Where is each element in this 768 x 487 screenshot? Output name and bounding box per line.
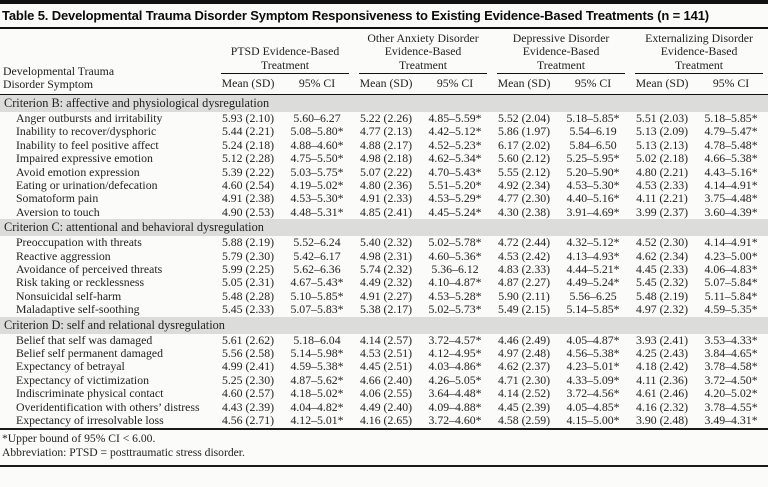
mean-sd-cell: 4.77 (2.30): [497, 191, 551, 206]
ci-cell: 4.26–5.05*: [428, 372, 482, 387]
ci-cell: 4.43–5.16*: [704, 164, 758, 179]
ci-cell: 4.66–5.38*: [704, 151, 758, 166]
mean-sd-cell: 5.40 (2.32): [359, 235, 413, 250]
mean-sd-cell: 4.85 (2.41): [359, 204, 413, 219]
table-row: [0, 125, 768, 138]
mean-sd-cell: 4.52 (2.30): [635, 235, 689, 250]
mean-sd-cell: 4.71 (2.30): [497, 372, 551, 387]
table-header: [0, 29, 768, 94]
ci-cell: 4.06–4.83*: [704, 262, 758, 277]
ci-cell: 3.49–4.31*: [704, 413, 758, 428]
ci-cell: 4.48–5.31*: [290, 204, 344, 219]
mean-sd-cell: 4.45 (2.39): [497, 399, 551, 414]
mean-sd-cell: 4.56 (2.71): [221, 413, 275, 428]
ci-cell: 3.75–4.48*: [704, 191, 758, 206]
mean-sd-cell: 4.46 (2.49): [497, 332, 551, 347]
ci-cell: 4.75–5.50*: [290, 151, 344, 166]
table-row: [0, 360, 768, 373]
ci-cell: 4.60–5.36*: [428, 248, 482, 263]
mean-sd-cell: 5.90 (2.11): [498, 288, 550, 303]
symptom-cell: Eating or urination/defecation: [16, 178, 158, 193]
mean-sd-cell: 3.90 (2.48): [635, 413, 689, 428]
ci-cell: 5.62–6.36: [293, 262, 341, 277]
symptom-header-line2: Disorder Symptom: [3, 77, 94, 92]
ci-cell: 3.64–4.48*: [428, 386, 482, 401]
ci-cell: 4.05–4.85*: [566, 399, 620, 414]
mean-sd-cell: 5.02 (2.18): [635, 151, 689, 166]
mean-sd-cell: 4.88 (2.17): [359, 137, 413, 152]
table-row: [0, 290, 768, 303]
symptom-cell: Inability to feel positive affect: [16, 137, 159, 152]
mean-sd-cell: 4.14 (2.52): [497, 386, 551, 401]
ci-cell: 4.59–5.38*: [290, 359, 344, 374]
ci-cell: 4.62–5.34*: [428, 151, 482, 166]
mean-sd-cell: 5.39 (2.22): [221, 164, 275, 179]
mean-sd-cell: 5.51 (2.03): [635, 110, 689, 125]
column-group-ptsd: [216, 29, 354, 74]
symptom-cell: Somatoform pain: [16, 191, 99, 206]
ci-cell: 4.18–5.02*: [290, 386, 344, 401]
ci-cell: 4.05–4.87*: [566, 332, 620, 347]
mean-sd-cell: 5.79 (2.30): [221, 248, 275, 263]
mean-sd-cell: 4.66 (2.40): [359, 372, 413, 387]
ci-cell: 5.25–5.95*: [566, 151, 620, 166]
column-group-externalizing-label: Externalizing Disorder Evidence-Based Treatment: [635, 32, 763, 74]
mean-sd-cell: 4.99 (2.41): [221, 359, 275, 374]
symptom-cell: Reactive aggression: [16, 248, 111, 263]
mean-sd-cell: 4.87 (2.27): [497, 275, 551, 290]
mean-sd-cell: 4.11 (2.21): [636, 191, 688, 206]
symptom-cell: Belief that self was damaged: [16, 332, 153, 347]
ci-cell: 4.56–5.38*: [566, 346, 620, 361]
mean-sd-cell: 5.05 (2.31): [221, 275, 275, 290]
symptom-cell: Anger outbursts and irritability: [16, 110, 163, 125]
ci-cell: 3.72–4.60*: [428, 413, 482, 428]
table-row: [0, 112, 768, 125]
table-row: [0, 263, 768, 276]
mean-sd-cell: 4.92 (2.34): [497, 178, 551, 193]
ci-cell: 5.42–6.17: [293, 248, 341, 263]
ci-cell: 3.72–4.57*: [428, 332, 482, 347]
ci-cell: 4.70–5.43*: [428, 164, 482, 179]
section-title: Criterion B: affective and physiological dysregulation: [0, 94, 768, 112]
mean-sd-cell: 5.25 (2.30): [221, 372, 275, 387]
section-title: Criterion C: attentional and behavioral dysregulation: [0, 219, 768, 236]
symptom-column-header: [0, 29, 216, 94]
mean-sd-cell: 5.52 (2.04): [497, 110, 551, 125]
table-row: [0, 276, 768, 289]
mean-sd-cell: 5.07 (2.22): [359, 164, 413, 179]
mean-sd-cell: 4.98 (2.18): [359, 151, 413, 166]
mean-sd-cell: 5.22 (2.26): [359, 110, 413, 125]
table-row: [0, 236, 768, 249]
ci-cell: 5.08–5.80*: [290, 124, 344, 139]
mean-sd-header: Mean (SD): [354, 74, 418, 95]
mean-sd-cell: 4.60 (2.57): [221, 386, 275, 401]
ci-cell: 4.14–4.91*: [704, 178, 758, 193]
ci-header: 95% CI: [694, 74, 768, 95]
ci-cell: 4.04–4.82*: [290, 399, 344, 414]
ci-cell: 5.02–5.78*: [428, 235, 482, 250]
mean-sd-cell: 4.14 (2.57): [359, 332, 413, 347]
mean-sd-cell: 4.49 (2.40): [359, 399, 413, 414]
mean-sd-cell: 4.49 (2.32): [359, 275, 413, 290]
table-row: [0, 139, 768, 152]
mean-sd-cell: 5.13 (2.09): [635, 124, 689, 139]
ci-cell: 5.18–6.04: [293, 332, 341, 347]
mean-sd-cell: 3.99 (2.37): [635, 204, 689, 219]
mean-sd-cell: 4.80 (2.21): [635, 164, 689, 179]
ci-cell: 4.23–5.00*: [704, 248, 758, 263]
column-group-depressive: [492, 29, 630, 74]
ci-cell: 5.10–5.85*: [290, 288, 344, 303]
table-row: [0, 347, 768, 360]
mean-sd-cell: 4.62 (2.37): [497, 359, 551, 374]
symptom-cell: Expectancy of betrayal: [16, 359, 125, 374]
table-row: [0, 387, 768, 400]
table-footnotes: [0, 428, 768, 468]
table-row: [0, 303, 768, 316]
mean-sd-cell: 4.97 (2.48): [497, 346, 551, 361]
footnote-ci-asterisk: *Upper bound of 95% CI < 6.00.: [2, 431, 156, 445]
mean-sd-cell: 4.90 (2.53): [221, 204, 275, 219]
ci-cell: 3.78–4.55*: [704, 399, 758, 414]
table-row: [0, 250, 768, 263]
mean-sd-cell: 4.62 (2.34): [635, 248, 689, 263]
mean-sd-cell: 5.24 (2.18): [221, 137, 275, 152]
ci-cell: 4.40–5.16*: [566, 191, 620, 206]
mean-sd-cell: 4.91 (2.33): [359, 191, 413, 206]
ci-cell: 5.18–5.85*: [704, 110, 758, 125]
table-row: [0, 414, 768, 427]
mean-sd-cell: 4.58 (2.59): [497, 413, 551, 428]
mean-sd-cell: 5.44 (2.21): [221, 124, 275, 139]
ci-cell: 3.72–4.56*: [566, 386, 620, 401]
ci-cell: 4.14–4.91*: [704, 235, 758, 250]
ci-cell: 4.79–5.47*: [704, 124, 758, 139]
mean-sd-cell: 4.91 (2.38): [221, 191, 275, 206]
mean-sd-cell: 4.18 (2.42): [635, 359, 689, 374]
ci-cell: 5.02–5.73*: [428, 302, 482, 317]
ci-cell: 4.19–5.02*: [290, 178, 344, 193]
column-group-depressive-label: Depressive Disorder Evidence-Based Treatment: [497, 32, 625, 74]
ci-cell: 4.53–5.30*: [290, 191, 344, 206]
ci-cell: 5.07–5.84*: [704, 275, 758, 290]
table-title: Table 5. Developmental Trauma Disorder Symptom Responsiveness to Existing Evidence-Based Treatments (n = 141): [0, 4, 768, 29]
ci-cell: 4.67–5.43*: [290, 275, 344, 290]
table-row: [0, 152, 768, 165]
ci-cell: 4.53–5.30*: [566, 178, 620, 193]
ci-cell: 3.91–4.69*: [566, 204, 620, 219]
symptom-cell: Impaired expressive emotion: [16, 151, 153, 166]
ci-cell: 4.49–5.24*: [566, 275, 620, 290]
mean-sd-cell: 4.91 (2.27): [359, 288, 413, 303]
mean-sd-header: Mean (SD): [216, 74, 280, 95]
ci-cell: 4.10–4.87*: [428, 275, 482, 290]
mean-sd-cell: 4.53 (2.42): [497, 248, 551, 263]
mean-sd-cell: 5.55 (2.12): [497, 164, 551, 179]
mean-sd-cell: 3.93 (2.41): [635, 332, 689, 347]
symptom-cell: Risk taking or recklessness: [16, 275, 145, 290]
mean-sd-cell: 4.83 (2.33): [497, 262, 551, 277]
ci-cell: 4.53–5.28*: [428, 288, 482, 303]
mean-sd-cell: 5.60 (2.12): [497, 151, 551, 166]
ci-cell: 5.20–5.90*: [566, 164, 620, 179]
mean-sd-cell: 5.45 (2.32): [635, 275, 689, 290]
ci-cell: 4.09–4.88*: [428, 399, 482, 414]
mean-sd-header: Mean (SD): [492, 74, 556, 95]
mean-sd-cell: 5.12 (2.28): [221, 151, 275, 166]
mean-sd-cell: 6.17 (2.02): [497, 137, 551, 152]
column-group-other-anxiety-label: Other Anxiety Disorder Evidence-Based Treatment: [359, 32, 487, 74]
symptom-cell: Avoidance of perceived threats: [16, 262, 163, 277]
mean-sd-cell: 4.43 (2.39): [221, 399, 275, 414]
ci-cell: 5.60–6.27: [293, 110, 341, 125]
ci-cell: 5.52–6.24: [293, 235, 341, 250]
mean-sd-cell: 4.06 (2.55): [359, 386, 413, 401]
ci-cell: 4.23–5.01*: [566, 359, 620, 374]
mean-sd-cell: 4.53 (2.51): [359, 346, 413, 361]
ci-cell: 5.84–6.50: [569, 137, 617, 152]
ci-cell: 5.03–5.75*: [290, 164, 344, 179]
ci-cell: 4.52–5.23*: [428, 137, 482, 152]
symptom-cell: Expectancy of irresolvable loss: [16, 413, 164, 428]
ci-cell: 4.12–4.95*: [428, 346, 482, 361]
ci-cell: 5.56–6.25: [569, 288, 617, 303]
mean-sd-cell: 5.74 (2.32): [359, 262, 413, 277]
table-row: [0, 401, 768, 414]
symptom-cell: Nonsuicidal self-harm: [16, 288, 122, 303]
ci-cell: 4.03–4.86*: [428, 359, 482, 374]
mean-sd-cell: 5.99 (2.25): [221, 262, 275, 277]
ci-header: 95% CI: [556, 74, 630, 95]
table-row: [0, 179, 768, 192]
mean-sd-cell: 4.72 (2.44): [497, 235, 551, 250]
ci-cell: 4.33–5.09*: [566, 372, 620, 387]
mean-sd-cell: 4.98 (2.31): [359, 248, 413, 263]
column-group-other-anxiety: [354, 29, 492, 74]
symptom-header-line1: Developmental Trauma: [3, 63, 115, 78]
ci-cell: 5.14–5.85*: [566, 302, 620, 317]
ci-cell: 5.54–6.19: [569, 124, 617, 139]
symptom-cell: Aversion to touch: [16, 204, 100, 219]
ci-cell: 4.44–5.21*: [566, 262, 620, 277]
column-group-row: [0, 29, 768, 74]
mean-sd-cell: 5.49 (2.15): [497, 302, 551, 317]
ci-cell: 5.11–5.84*: [704, 288, 758, 303]
mean-sd-cell: 4.16 (2.32): [635, 399, 689, 414]
ci-cell: 3.72–4.50*: [704, 372, 758, 387]
mean-sd-cell: 4.16 (2.65): [359, 413, 413, 428]
ci-cell: 3.60–4.39*: [704, 204, 758, 219]
mean-sd-cell: 5.56 (2.58): [221, 346, 275, 361]
symptom-cell: Indiscriminate physical contact: [16, 386, 164, 401]
ci-cell: 4.12–5.01*: [290, 413, 344, 428]
mean-sd-cell: 5.88 (2.19): [221, 235, 275, 250]
ci-cell: 5.36–6.12: [431, 262, 479, 277]
ci-cell: 3.84–4.65*: [704, 346, 758, 361]
ci-cell: 4.15–5.00*: [566, 413, 620, 428]
ci-cell: 5.51–5.20*: [428, 178, 482, 193]
mean-sd-cell: 5.61 (2.62): [221, 332, 275, 347]
table-row: [0, 374, 768, 387]
section-title: Criterion D: self and relational dysregulation: [0, 317, 768, 334]
ci-cell: 4.85–5.59*: [428, 110, 482, 125]
ci-cell: 4.20–5.02*: [704, 386, 758, 401]
table-row: [0, 192, 768, 205]
ci-cell: 4.59–5.35*: [704, 302, 758, 317]
column-group-externalizing: [630, 29, 768, 74]
ci-cell: 4.45–5.24*: [428, 204, 482, 219]
mean-sd-cell: 5.38 (2.17): [359, 302, 413, 317]
table-body: [0, 94, 768, 427]
ci-cell: 5.07–5.83*: [290, 302, 344, 317]
mean-sd-cell: 4.60 (2.54): [221, 178, 275, 193]
ci-cell: 3.78–4.58*: [704, 359, 758, 374]
column-group-ptsd-label: PTSD Evidence-Based Treatment: [221, 45, 349, 74]
mean-sd-cell: 5.48 (2.28): [221, 288, 275, 303]
mean-sd-header: Mean (SD): [630, 74, 694, 95]
mean-sd-cell: 4.77 (2.13): [359, 124, 413, 139]
mean-sd-cell: 5.93 (2.10): [221, 110, 275, 125]
ci-cell: 3.53–4.33*: [704, 332, 758, 347]
data-table: [0, 29, 768, 428]
symptom-cell: Expectancy of victimization: [16, 372, 149, 387]
mean-sd-cell: 5.86 (1.97): [497, 124, 551, 139]
ci-header: 95% CI: [280, 74, 354, 95]
ci-cell: 4.88–4.60*: [290, 137, 344, 152]
symptom-cell: Belief self permanent damaged: [16, 346, 164, 361]
section-header-row: [0, 317, 768, 334]
ci-cell: 4.13–4.93*: [566, 248, 620, 263]
mean-sd-cell: 5.48 (2.19): [635, 288, 689, 303]
mean-sd-cell: 5.13 (2.13): [635, 137, 689, 152]
mean-sd-cell: 4.61 (2.46): [635, 386, 689, 401]
mean-sd-cell: 4.53 (2.33): [635, 178, 689, 193]
symptom-cell: Preoccupation with threats: [16, 235, 142, 250]
ci-cell: 5.14–5.98*: [290, 346, 344, 361]
mean-sd-cell: 4.80 (2.36): [359, 178, 413, 193]
ci-header: 95% CI: [418, 74, 492, 95]
ci-cell: 4.32–5.12*: [566, 235, 620, 250]
table-row: [0, 334, 768, 347]
mean-sd-cell: 4.30 (2.38): [497, 204, 551, 219]
section-header-row: [0, 219, 768, 236]
table-row: [0, 206, 768, 219]
table-row: [0, 166, 768, 179]
footnote-abbreviation: Abbreviation: PTSD = posttraumatic stress disorder.: [2, 446, 245, 460]
mean-sd-cell: 4.45 (2.51): [359, 359, 413, 374]
mean-sd-cell: 4.11 (2.36): [636, 372, 688, 387]
mean-sd-cell: 4.97 (2.32): [635, 302, 689, 317]
symptom-cell: Maladaptive self-soothing: [16, 302, 140, 317]
section-header-row: [0, 94, 768, 112]
ci-cell: 5.18–5.85*: [566, 110, 620, 125]
ci-cell: 4.53–5.29*: [428, 191, 482, 206]
mean-sd-cell: 4.45 (2.33): [635, 262, 689, 277]
ci-cell: 4.78–5.48*: [704, 137, 758, 152]
symptom-cell: Inability to recover/dysphoric: [16, 124, 157, 139]
symptom-cell: Overidentification with others’ distress: [16, 399, 200, 414]
mean-sd-cell: 5.45 (2.33): [221, 302, 275, 317]
ci-cell: 4.42–5.12*: [428, 124, 482, 139]
ci-cell: 4.87–5.62*: [290, 372, 344, 387]
symptom-cell: Avoid emotion expression: [16, 164, 140, 179]
mean-sd-cell: 4.25 (2.43): [635, 346, 689, 361]
